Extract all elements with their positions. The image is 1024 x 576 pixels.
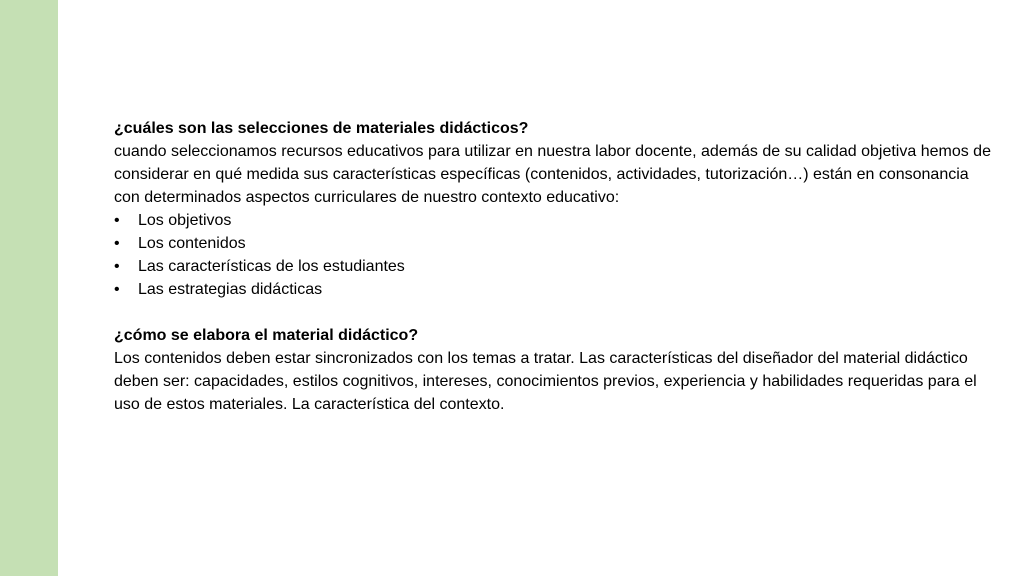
bullet-item: [114, 278, 994, 301]
bullet-item: [114, 232, 994, 255]
bullet-item: [114, 209, 994, 232]
section2-paragraph: Los contenidos deben estar sincronizados con los temas a tratar. Las características del diseñador del material didáctico deben ser: capacidades, estilos cognitivos, intereses, conocimientos previos, experiencia y habilidades requeridas para el uso de estos materiales. La característica del contexto.: [114, 350, 977, 413]
bullet-icon: •: [114, 281, 120, 298]
section2-heading: ¿cómo se elabora el material didáctico?: [114, 327, 419, 344]
bullet-item: [114, 255, 994, 278]
section1-paragraph: cuando seleccionamos recursos educativos para utilizar en nuestra labor docente, además de su calidad objetiva hemos de considerar en qué medida sus características específicas (contenidos, actividades, tutorización…) están en consonancia con determinados aspectos curriculares de nuestro contexto educativo:: [114, 143, 991, 206]
slide-content: [114, 117, 994, 416]
bullet-icon: •: [114, 235, 120, 252]
section1-heading: ¿cuáles son las selecciones de materiales didácticos?: [114, 120, 529, 137]
section1-bullet-list: [114, 209, 994, 301]
bullet-text: Las estrategias didácticas: [138, 281, 323, 298]
bullet-icon: •: [114, 212, 120, 229]
bullet-text: Las características de los estudiantes: [138, 258, 405, 275]
bullet-text: Los objetivos: [138, 212, 232, 229]
section-spacer: [114, 301, 994, 324]
bullet-icon: •: [114, 258, 120, 275]
side-accent-band: [0, 0, 58, 576]
bullet-text: Los contenidos: [138, 235, 246, 252]
